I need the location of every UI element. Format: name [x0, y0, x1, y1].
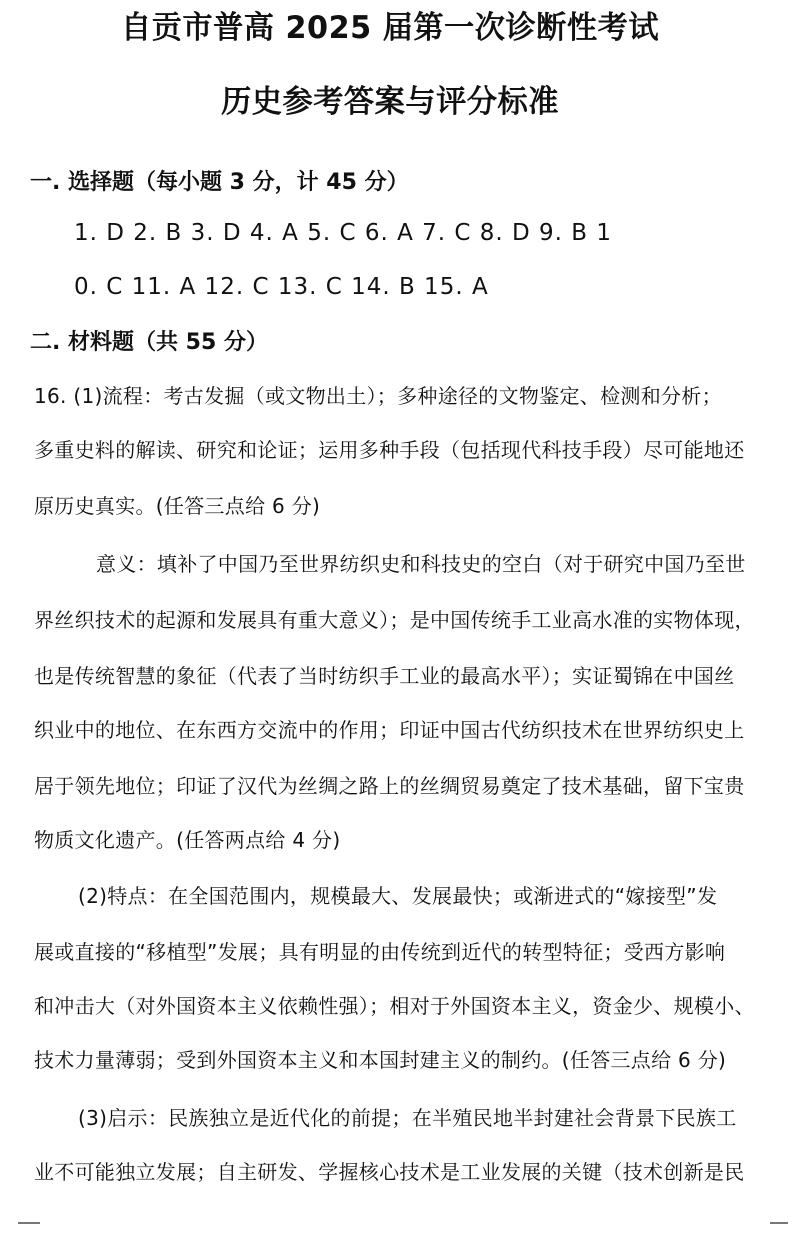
body-line: 意义：填补了中国乃至世界纺织史和科技史的空白（对于研究中国乃至世 [96, 552, 746, 576]
body-line: 业不可能独立发展；自主研发、学握核心技术是工业发展的关键（技术创新是民 [34, 1160, 745, 1184]
body-line: 物质文化遗产。(任答两点给 4 分) [34, 828, 341, 852]
body-line: 居于领先地位；印证了汉代为丝绸之路上的丝绸贸易奠定了技术基础，留下宝贵 [34, 774, 745, 798]
scan-edge-mark [770, 1222, 788, 1224]
section-heading-choice: 一. 选择题（每小题 3 分，计 45 分） [30, 170, 409, 195]
body-line: 技术力量薄弱；受到外国资本主义和本国封建主义的制约。(任答三点给 6 分) [34, 1048, 727, 1072]
body-line: 展或直接的“移植型”发展；具有明显的由传统到近代的转型特征；受西方影响 [34, 940, 726, 964]
choice-answers-line-1: 1. D 2. B 3. D 4. A 5. C 6. A 7. C 8. D 9. B 1 [74, 220, 613, 246]
body-line: 和冲击大（对外国资本主义依赖性强）；相对于外国资本主义，资金少、规模小、 [34, 994, 755, 1018]
body-line: 织业中的地位、在东西方交流中的作用；印证中国古代纺织技术在世界纺织史上 [34, 718, 745, 742]
body-line: 也是传统智慧的象征（代表了当时纺织手工业的最高水平）；实证蜀锦在中国丝 [34, 664, 735, 688]
choice-answers-line-2: 0. C 11. A 12. C 13. C 14. B 15. A [74, 274, 489, 300]
body-line: (3)启示：民族独立是近代化的前提；在半殖民地半封建社会背景下民族工 [78, 1106, 737, 1130]
answer-key-title: 历史参考答案与评分标准 [221, 84, 559, 120]
scan-edge-mark [18, 1222, 40, 1224]
body-line: (2)特点：在全国范围内，规模最大、发展最快；或渐进式的“嫁接型”发 [78, 884, 718, 908]
section-heading-material: 二. 材料题（共 55 分） [30, 330, 268, 355]
body-line: 16. (1)流程：考古发掘（或文物出土）；多种途径的文物鉴定、检测和分析； [34, 384, 722, 408]
body-line: 多重史料的解读、研究和论证；运用多种手段（包括现代科技手段）尽可能地还 [34, 438, 745, 462]
body-line: 原历史真实。(任答三点给 6 分) [34, 494, 321, 518]
exam-title: 自贡市普高 2025 届第一次诊断性考试 [120, 10, 660, 46]
body-line: 界丝织技术的起源和发展具有重大意义）；是中国传统手工业高水准的实物体现， [34, 608, 755, 632]
